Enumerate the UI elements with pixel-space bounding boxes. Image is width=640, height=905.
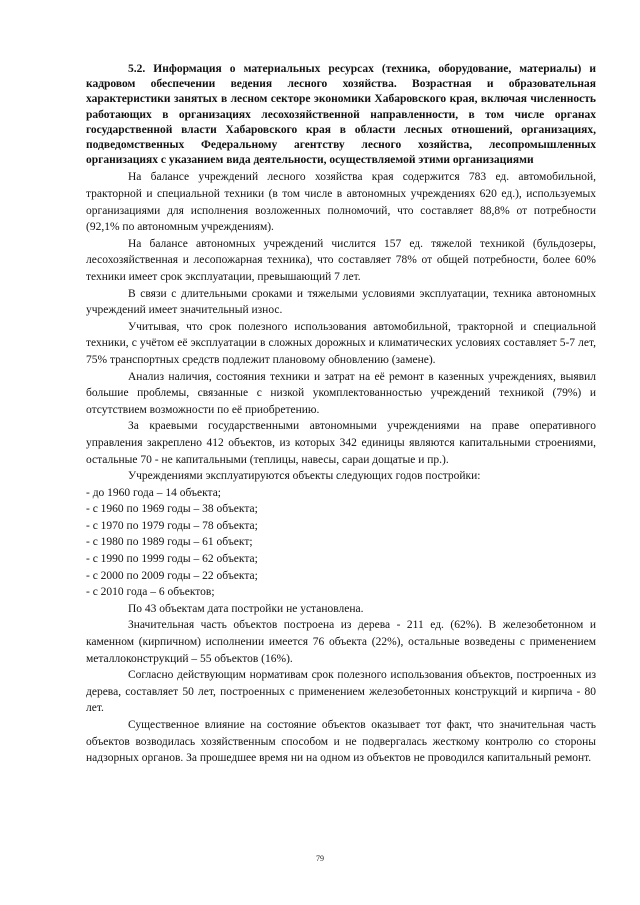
paragraph-state-institutions: Анализ наличия, состояния техники и затрат на её ремонт в казенных учреждениях, выявил большие проблемы, связанные с низкой укомплектованностью учреждений техникой (79%) и отсутствием возможности по её приобретению. bbox=[86, 370, 596, 416]
list-item: - с 1980 по 1989 годы – 61 объект; bbox=[86, 536, 253, 549]
page-number: 79 bbox=[316, 854, 324, 863]
list-item: - с 1970 по 1979 годы – 78 объекта; bbox=[86, 519, 258, 532]
list-item: - с 1990 по 1999 годы – 62 объекта; bbox=[86, 553, 258, 566]
list-intro: Учреждениями эксплуатируются объекты следующих годов постройки: bbox=[128, 470, 481, 483]
list-item: - до 1960 года – 14 объекта; bbox=[86, 486, 222, 499]
document-page bbox=[86, 62, 596, 767]
paragraph-unknown-date: По 43 объектам дата постройки не установлена. bbox=[128, 602, 364, 615]
paragraph-condition: Существенное влияние на состояние объектов оказывает тот факт, что значительная часть объектов возводилась хозяйственным способом и не подвергалась жесткому контролю со стороны надзорных органов. За прошедшее время ни на одном из объектов не проводился капитальный ремонт. bbox=[86, 719, 596, 765]
paragraph-service-life: Учитывая, что срок полезного использования автомобильной, тракторной и специальной техники, с учётом её эксплуатации в сложных дорожных и климатических условиях составляет 5-7 лет, 75% транспортных средств подлежит плановому обновлению (замене). bbox=[86, 320, 596, 366]
section-heading: 5.2. Информация о материальных ресурсах (техника, оборудование, материалы) и кадровом обеспечении ведения лесного хозяйства. Возрастная и образовательная характеристики занятых в лесном секторе экономики Хабаровского края, включая численность работающих в организациях лесохозяйственной направленности, в том числе органах государственной власти Хабаровского края в области лесных отношений, организациях, подведомственных Федеральному агентству лесного хозяйства, лесопромышленных организациях с указанием вида деятельности, осуществляемой этими организациями bbox=[86, 63, 596, 167]
paragraph-heavy-equipment: На балансе автономных учреждений числится 157 ед. тяжелой техникой (бульдозеры, лесохозяйственная и лесопожарная техника), что составляет 78% от общей потребности, более 60% техники имеет срок эксплуатации, превышающий 7 лет. bbox=[86, 237, 596, 283]
list-item: - с 1960 по 1969 годы – 38 объекта; bbox=[86, 503, 258, 516]
paragraph-materials: Значительная часть объектов построена из дерева - 211 ед. (62%). В железобетонном и каменном (кирпичном) исполнении имеется 76 объекта (22%), остальные возведены с применением металлоконструкций – 55 объектов (16%). bbox=[86, 619, 596, 665]
paragraph-wear: В связи с длительными сроками и тяжелыми условиями эксплуатации, техника автономных учреждений имеет значительный износ. bbox=[86, 287, 596, 317]
paragraph-equipment-balance: На балансе учреждений лесного хозяйства края содержится 783 ед. автомобильной, тракторной и специальной техники (в том числе в автономных учреждениях 620 ед.), используемых организациями для исполнения возложенных полномочий, что составляет 88,8% от потребности (92,1% по автономным учреждениям). bbox=[86, 171, 596, 234]
construction-years-list bbox=[86, 485, 596, 601]
paragraph-norms: Согласно действующим нормативам срок полезного использования объектов, построенных из дерева, составляет 50 лет, построенных с применением железобетонных конструкций и кирпича - 80 лет. bbox=[86, 669, 596, 715]
list-item: - с 2010 года – 6 объектов; bbox=[86, 586, 215, 599]
list-item: - с 2000 по 2009 годы – 22 объекта; bbox=[86, 569, 258, 582]
paragraph-objects-assigned: За краевыми государственными автономными учреждениями на праве оперативного управления закреплено 412 объектов, из которых 342 единицы являются капитальными строениями, остальные 70 - не капитальными (теплицы, навесы, сараи дощатые и пр.). bbox=[86, 420, 596, 466]
